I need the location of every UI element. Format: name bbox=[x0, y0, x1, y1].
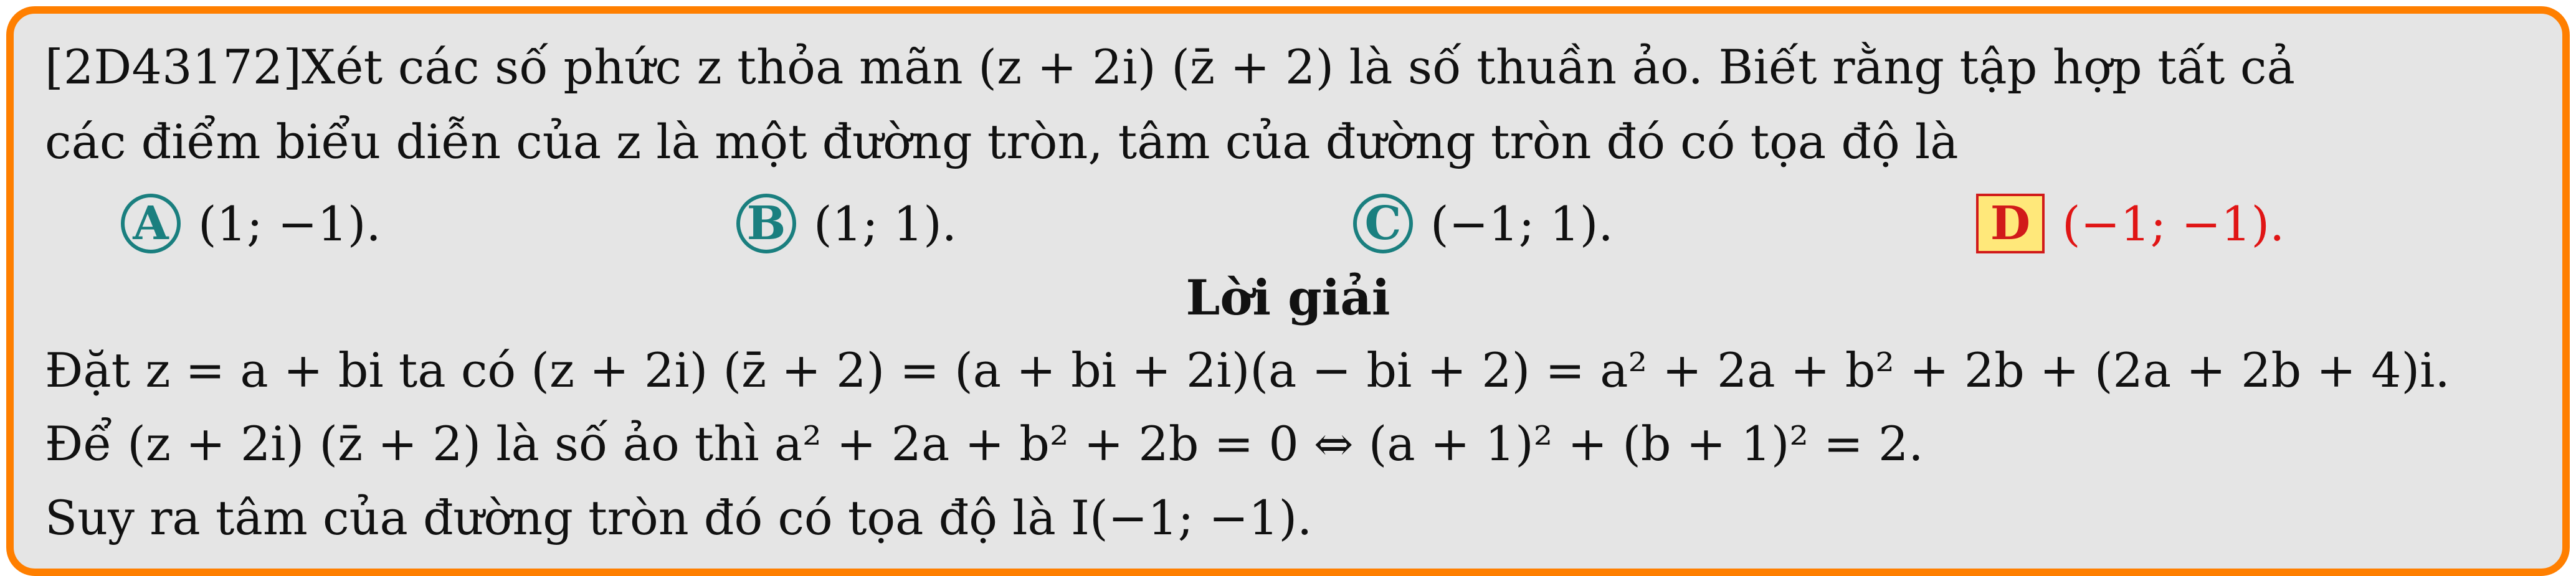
choice-a-label: A bbox=[121, 194, 181, 253]
choice-c[interactable] bbox=[1353, 189, 1614, 258]
choice-a[interactable] bbox=[121, 189, 381, 258]
choice-c-label: C bbox=[1353, 194, 1413, 253]
choice-c-value: (−1; 1). bbox=[1430, 196, 1614, 252]
choice-b-value: (1; 1). bbox=[814, 196, 957, 252]
choice-b[interactable] bbox=[736, 189, 957, 258]
problem-text-line-2: các điểm biểu diễn của z là một đường tròn, tâm của đường tròn đó có tọa độ là bbox=[45, 114, 1959, 169]
choice-b-label: B bbox=[736, 194, 796, 253]
solution-line-2: Để (z + 2i) (z̄ + 2) là số ảo thì a² + 2a + b² + 2b = 0 ⇔ (a + 1)² + (b + 1)² = 2. bbox=[45, 416, 1924, 471]
choice-d-correct[interactable] bbox=[1976, 189, 2284, 258]
question-card bbox=[6, 6, 2570, 576]
problem-text-line-1: [2D43172]Xét các số phức z thỏa mãn (z + 2i) (z̄ + 2) là số thuần ảo. Biết rằng tập hợp tất cả bbox=[45, 39, 2296, 95]
solution-line-3: Suy ra tâm của đường tròn đó có tọa độ là I(−1; −1). bbox=[45, 490, 1313, 545]
solution-line-1: Đặt z = a + bi ta có (z + 2i) (z̄ + 2) = (a + bi + 2i)(a − bi + 2) = a² + 2a + b² + 2b + (2a + 2b + 4)i. bbox=[45, 342, 2450, 398]
choice-d-label: D bbox=[1976, 194, 2045, 253]
answer-choices bbox=[14, 189, 2562, 258]
choice-a-value: (1; −1). bbox=[198, 196, 381, 252]
solution-heading: Lời giải bbox=[1186, 270, 1390, 326]
choice-d-value: (−1; −1). bbox=[2062, 196, 2285, 252]
